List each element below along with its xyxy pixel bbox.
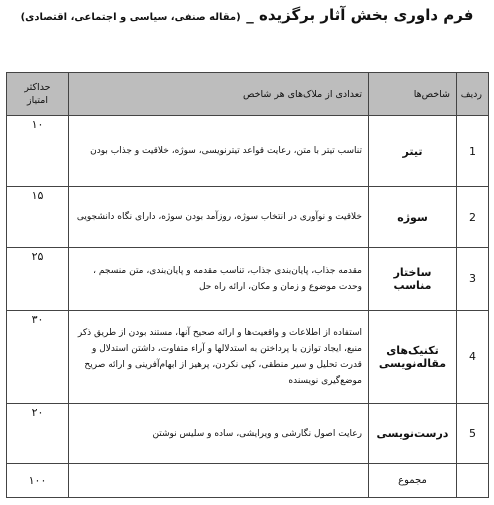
criterion-name: درست‌نویسی [369, 403, 457, 464]
header-max-score: حداکثر امتیاز [7, 73, 69, 116]
scoring-table [6, 72, 489, 498]
criterion-name: ساختار مناسب [369, 248, 457, 311]
table-row [7, 187, 489, 248]
header-row [7, 73, 489, 116]
header-description: تعدادی از ملاک‌های هر شاخص [69, 73, 369, 116]
max-score: ۱۰ [7, 116, 69, 187]
table-row [7, 248, 489, 311]
criterion-name: تیتر [369, 116, 457, 187]
criterion-description: استفاده از اطلاعات و واقعیت‌ها و ارائه صحیح آنها، مستند بودن از طریق ذکر منبع، ایجاد توازن با پرداختن به استدلالها و آراء متفاوت، داشتن استدلال و قدرت تحلیل و سیر منطقی، کپی نکردن، پرهیز از ابهام‌آفرینی و ارائه صریح موضع‌گیری نویسنده [69, 310, 369, 403]
form-title-sub: (مقاله صنفی، سیاسی و اجتماعی، اقتصادی) [20, 12, 241, 23]
criterion-description: رعایت اصول نگارشی و ویرایشی، ساده و سلیس نوشتن [69, 403, 369, 464]
criterion-name: سوژه [369, 187, 457, 248]
criterion-name: تکنیک‌های مقاله‌نویسی [369, 310, 457, 403]
row-number: 5 [457, 403, 489, 464]
criterion-description: خلاقیت و نوآوری در انتخاب سوژه، روزآمد بودن سوژه، دارای نگاه دانشجویی [69, 187, 369, 248]
max-score: ۳۰ [7, 310, 69, 403]
max-score: ۱۵ [7, 187, 69, 248]
total-row [7, 464, 489, 498]
criterion-description: تناسب تیتر با متن، رعایت قواعد تیترنویسی، سوژه، خلاقیت و جذاب بودن [69, 116, 369, 187]
header-row-number: ردیف [457, 73, 489, 116]
total-max-score: ۱۰۰ [7, 464, 69, 498]
row-number: 1 [457, 116, 489, 187]
row-number: 4 [457, 310, 489, 403]
row-number: 3 [457, 248, 489, 311]
form-title-main: فرم داوری بخش آثار برگزیده _ [246, 6, 474, 24]
total-row-number [457, 464, 489, 498]
header-criteria: شاخص‌ها [369, 73, 457, 116]
table-row [7, 116, 489, 187]
row-number: 2 [457, 187, 489, 248]
total-label: مجموع [369, 464, 457, 498]
max-score: ۲۰ [7, 403, 69, 464]
max-score: ۲۵ [7, 248, 69, 311]
form-title [0, 6, 494, 27]
table-row [7, 310, 489, 403]
total-description [69, 464, 369, 498]
table-row [7, 403, 489, 464]
criterion-description: مقدمه جذاب، پایان‌بندی جذاب، تناسب مقدمه و پایان‌بندی، متن منسجم ، وحدت موضوع و زمان و مکان، ارائه راه حل [69, 248, 369, 311]
